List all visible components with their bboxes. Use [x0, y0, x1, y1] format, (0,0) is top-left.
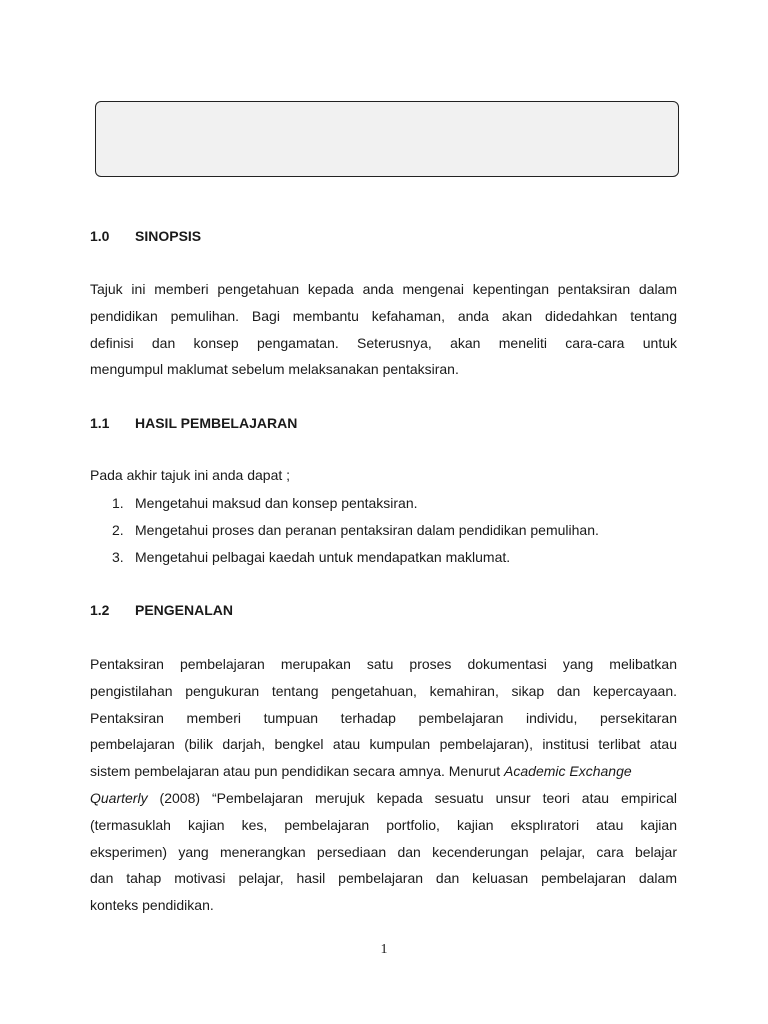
- section-number: 1.0: [90, 228, 110, 244]
- list-intro: Pada akhir tajuk ini anda dapat ;: [90, 467, 291, 483]
- list-item: 2. Mengetahui proses dan peranan pentaksiran dalam pendidikan pemulihan.: [112, 522, 599, 538]
- citation-source: Academic Exchange: [504, 763, 632, 780]
- page-number: 1: [380, 942, 388, 957]
- section-title: PENGENALAN: [135, 602, 234, 618]
- learning-outcomes-list: [90, 490, 599, 571]
- paragraph-pengenalan: [90, 651, 677, 919]
- list-item: 1. Mengetahui maksud dan konsep pentaksiran.: [112, 495, 418, 511]
- section-number: 1.1: [90, 415, 110, 431]
- paragraph-line: konteks pendidikan.: [90, 897, 214, 914]
- paragraph-line: pembelajaran (bilik darjah, bengkel atau kumpulan pembelajaran), institusi terlibat atau: [90, 736, 677, 753]
- paragraph-line: eksperimen) yang menerangkan persediaan dan kecenderungan pelajar, cara belajar: [90, 843, 677, 860]
- paragraph-line: Pentaksiran memberi tumpuan terhadap pembelajaran individu, persekitaran: [90, 709, 677, 726]
- section-number: 1.2: [90, 602, 110, 618]
- paragraph-line: Quarterly (2008) “Pembelajaran merujuk kepada sesuatu unsur teori atau empirical: [90, 789, 677, 806]
- section-title: SINOPSIS: [135, 228, 202, 244]
- paragraph-line: pengistilahan pengukuran tentang pengetahuan, kemahiran, sikap dan kepercayaan.: [90, 682, 677, 699]
- paragraph-line: definisi dan konsep pengamatan. Seterusnya, akan meneliti cara-cara untuk: [90, 334, 677, 351]
- citation-source: Quarterly: [90, 789, 148, 806]
- paragraph-line: sistem pembelajaran atau pun pendidikan secara amnya. Menurut Academic Exchange: [90, 763, 632, 780]
- title-box: [95, 101, 679, 177]
- paragraph-line: dan tahap motivasi pelajar, hasil pembelajaran dan keluasan pembelajaran dalam: [90, 870, 677, 887]
- section-title: HASIL PEMBELAJARAN: [135, 415, 298, 431]
- paragraph-sinopsis: [90, 276, 677, 383]
- list-item: 3. Mengetahui pelbagai kaedah untuk mendapatkan maklumat.: [112, 549, 511, 565]
- paragraph-line: pendidikan pemulihan. Bagi membantu kefahaman, anda akan didedahkan tentang: [90, 307, 677, 324]
- heading-pengenalan: [90, 601, 233, 619]
- heading-hasil-pembelajaran: [90, 414, 297, 432]
- heading-sinopsis: [90, 227, 201, 245]
- paragraph-line: mengumpul maklumat sebelum melaksanakan pentaksiran.: [90, 361, 459, 378]
- paragraph-line: (termasuklah kajian kes, pembelajaran portfolio, kajian eksplıratori atau kajian: [90, 816, 677, 833]
- paragraph-line: Tajuk ini memberi pengetahuan kepada anda mengenai kepentingan pentaksiran dalam: [90, 281, 677, 297]
- paragraph-line: Pentaksiran pembelajaran merupakan satu proses dokumentasi yang melibatkan: [90, 656, 677, 672]
